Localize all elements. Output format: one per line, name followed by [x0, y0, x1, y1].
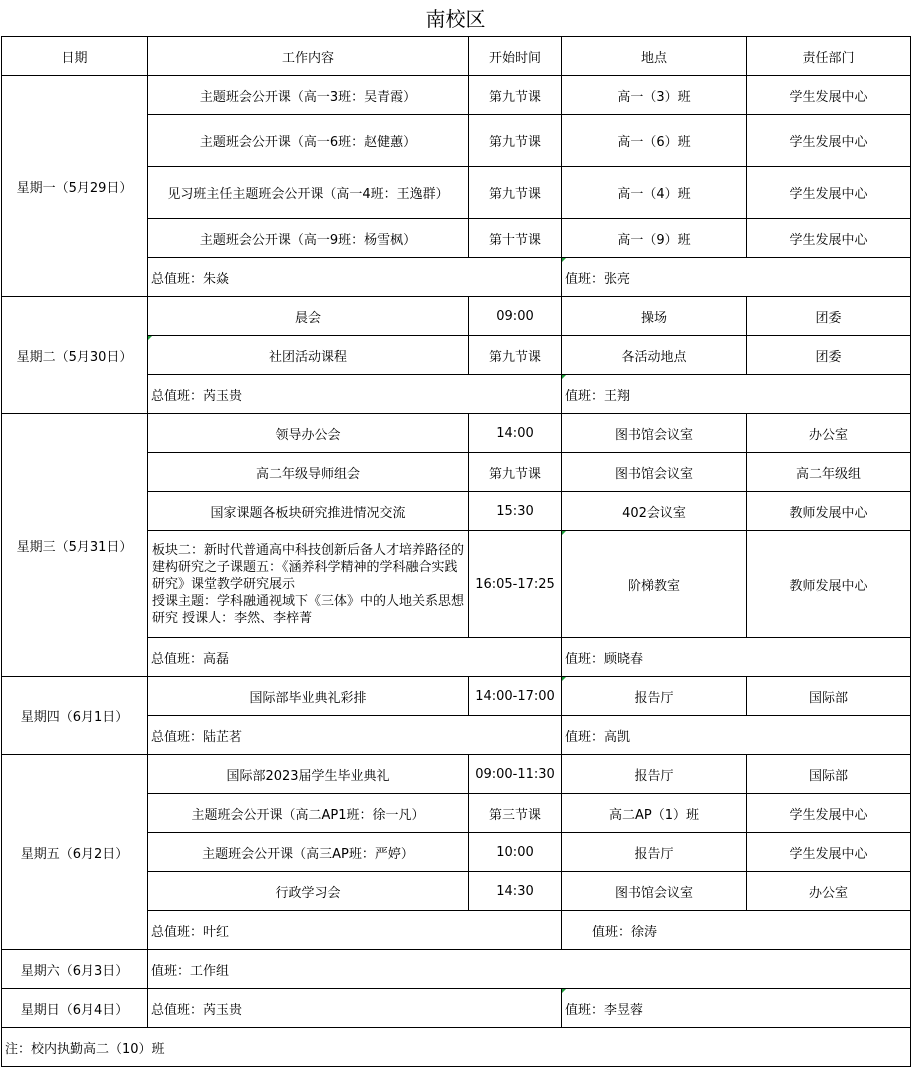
chief-duty-cell: 总值班：陆芷茗 — [148, 716, 562, 755]
content-cell: 国际部毕业典礼彩排 — [148, 677, 469, 716]
content-cell: 行政学习会 — [148, 872, 469, 911]
start-time-cell: 第九节课 — [469, 115, 562, 167]
place-text: 报告厅 — [634, 690, 674, 706]
chief-duty-cell: 总值班：叶红 — [148, 911, 562, 950]
table-row — [2, 989, 911, 1028]
date-cell: 星期五（6月2日） — [2, 755, 148, 950]
place-cell: 图书馆会议室 — [562, 414, 747, 453]
date-cell: 星期二（5月30日） — [2, 297, 148, 414]
place-cell: 各活动地点 — [562, 336, 747, 375]
place-cell: 402会议室 — [562, 492, 747, 531]
header-start-time: 开始时间 — [469, 37, 562, 76]
start-time-cell: 第九节课 — [469, 336, 562, 375]
comment-marker — [562, 989, 566, 993]
table-row — [2, 755, 911, 794]
content-cell: 主题班会公开课（高一3班：吴青霞） — [148, 76, 469, 115]
place-cell: 高一（4）班 — [562, 167, 747, 219]
duty-text: 值班：李昱蓉 — [565, 1002, 644, 1018]
date-cell: 星期日（6月4日） — [2, 989, 148, 1028]
table-row — [2, 677, 911, 716]
place-cell: 操场 — [562, 297, 747, 336]
department-cell: 学生发展中心 — [747, 115, 911, 167]
table-row — [2, 414, 911, 453]
department-cell: 高二年级组 — [747, 453, 911, 492]
header-place: 地点 — [562, 37, 747, 76]
start-time-cell: 第九节课 — [469, 167, 562, 219]
content-cell: 主题班会公开课（高一9班：杨雪枫） — [148, 219, 469, 258]
department-cell: 团委 — [747, 297, 911, 336]
start-time-cell: 14:00-17:00 — [469, 677, 562, 716]
duty-cell: 值班：顾晓春 — [562, 638, 911, 677]
content-cell: 国家课题各板块研究推进情况交流 — [148, 492, 469, 531]
department-cell: 办公室 — [747, 872, 911, 911]
note-row — [2, 1028, 911, 1067]
start-time-cell: 09:00 — [469, 297, 562, 336]
duty-text: 值班：王翔 — [565, 388, 631, 404]
chief-duty-cell: 总值班：高磊 — [148, 638, 562, 677]
start-time-cell: 第三节课 — [469, 794, 562, 833]
start-time-cell: 09:00-11:30 — [469, 755, 562, 794]
start-time-cell: 第九节课 — [469, 453, 562, 492]
page-title: 南校区 — [425, 7, 486, 31]
start-time-cell: 第九节课 — [469, 76, 562, 115]
schedule-table — [1, 36, 911, 1067]
start-time-cell: 14:00 — [469, 414, 562, 453]
start-time-cell: 10:00 — [469, 833, 562, 872]
note-cell: 注：校内执勤高二（10）班 — [2, 1028, 911, 1067]
department-cell: 国际部 — [747, 755, 911, 794]
place-cell: 图书馆会议室 — [562, 872, 747, 911]
department-cell: 办公室 — [747, 414, 911, 453]
table-row — [2, 950, 911, 989]
header-date: 日期 — [2, 37, 148, 76]
content-cell: 主题班会公开课（高一6班：赵健蕙） — [148, 115, 469, 167]
place-cell: 高二AP（1）班 — [562, 794, 747, 833]
department-cell: 学生发展中心 — [747, 76, 911, 115]
department-cell: 学生发展中心 — [747, 833, 911, 872]
table-row — [2, 297, 911, 336]
chief-duty-cell: 总值班：芮玉贵 — [148, 989, 562, 1028]
start-time-cell: 16:05-17:25 — [469, 531, 562, 638]
content-cell: 领导办公会 — [148, 414, 469, 453]
place-cell: 高一（3）班 — [562, 76, 747, 115]
header-content: 工作内容 — [148, 37, 469, 76]
place-text: 阶梯教室 — [627, 578, 680, 594]
place-cell — [562, 677, 747, 716]
content-cell: 主题班会公开课（高三AP班：严婷） — [148, 833, 469, 872]
comment-marker — [562, 677, 566, 681]
content-cell: 主题班会公开课（高二AP1班：徐一凡） — [148, 794, 469, 833]
content-cell: 高二年级导师组会 — [148, 453, 469, 492]
date-cell: 星期六（6月3日） — [2, 950, 148, 989]
content-cell: 国际部2023届学生毕业典礼 — [148, 755, 469, 794]
chief-duty-cell: 总值班：朱焱 — [148, 258, 562, 297]
duty-text: 值班：张亮 — [565, 271, 631, 287]
comment-marker — [562, 375, 566, 379]
comment-marker — [148, 336, 152, 340]
content-description: 板块二：新时代普通高中科技创新后备人才培养路径的建构研究之子课题五：《涵养科学精神的学科融合实践研究》课堂教学研究展示 — [152, 542, 465, 592]
department-cell: 学生发展中心 — [747, 167, 911, 219]
department-cell: 教师发展中心 — [747, 531, 911, 638]
content-lesson-info: 授课主题：学科融通视域下《三体》中的人地关系思想研究 授课人：李然、李梓菁 — [152, 593, 465, 626]
content-cell — [148, 531, 469, 638]
department-cell: 教师发展中心 — [747, 492, 911, 531]
department-cell: 团委 — [747, 336, 911, 375]
start-time-cell: 15:30 — [469, 492, 562, 531]
duty-cell — [562, 258, 911, 297]
duty-cell — [562, 989, 911, 1028]
duty-cell: 值班：高凯 — [562, 716, 911, 755]
content-cell: 晨会 — [148, 297, 469, 336]
duty-cell: 值班：徐涛 — [562, 911, 911, 950]
place-cell: 报告厅 — [562, 833, 747, 872]
start-time-cell: 14:30 — [469, 872, 562, 911]
chief-duty-cell: 总值班：芮玉贵 — [148, 375, 562, 414]
department-cell: 学生发展中心 — [747, 219, 911, 258]
table-row — [2, 76, 911, 115]
duty-cell — [562, 375, 911, 414]
place-cell — [562, 531, 747, 638]
date-cell: 星期一（5月29日） — [2, 76, 148, 297]
header-department: 责任部门 — [747, 37, 911, 76]
department-cell: 学生发展中心 — [747, 794, 911, 833]
place-cell: 报告厅 — [562, 755, 747, 794]
duty-cell: 值班：工作组 — [148, 950, 911, 989]
table-header-row — [2, 37, 911, 76]
date-cell: 星期四（6月1日） — [2, 677, 148, 755]
department-cell: 国际部 — [747, 677, 911, 716]
content-cell — [148, 336, 469, 375]
content-cell: 见习班主任主题班会公开课（高一4班：王逸群） — [148, 167, 469, 219]
place-cell: 图书馆会议室 — [562, 453, 747, 492]
comment-marker — [562, 531, 566, 535]
content-text: 社团活动课程 — [268, 349, 347, 365]
place-cell: 高一（6）班 — [562, 115, 747, 167]
start-time-cell: 第十节课 — [469, 219, 562, 258]
place-cell: 高一（9）班 — [562, 219, 747, 258]
date-cell: 星期三（5月31日） — [2, 414, 148, 677]
comment-marker — [562, 258, 566, 262]
